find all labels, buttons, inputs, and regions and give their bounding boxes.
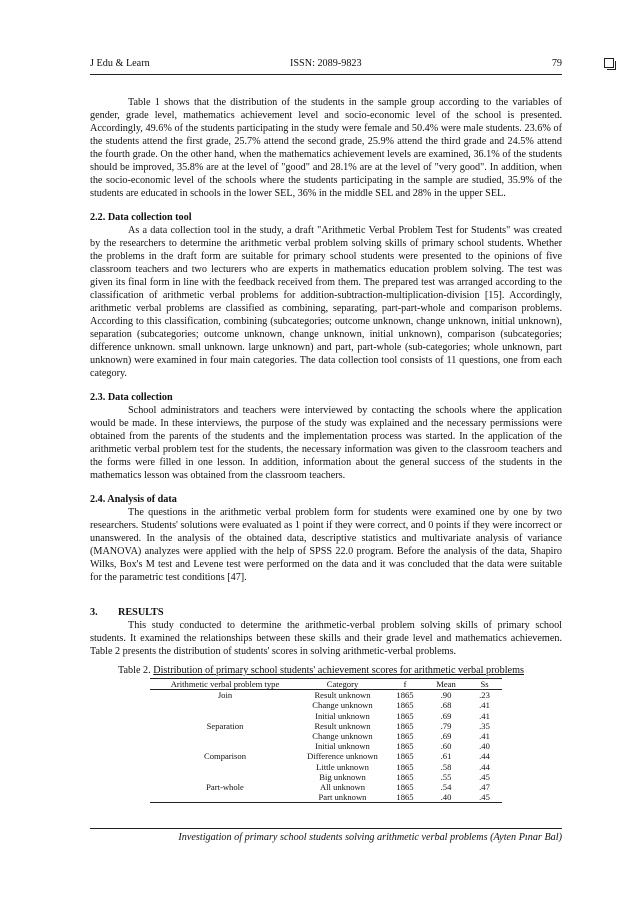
table-cell: Part-whole	[206, 782, 244, 793]
table-cell: 1865	[396, 731, 414, 742]
table-cell: .41	[479, 700, 490, 711]
table-cell: Change unknown	[312, 700, 373, 711]
table-cell: .41	[479, 710, 490, 721]
section-heading: 2.4. Analysis of data	[90, 494, 177, 505]
table-cell: Result unknown	[314, 720, 371, 731]
table-cell: Initial unknown	[315, 710, 370, 721]
table-cell: .79	[440, 720, 452, 731]
issn: ISSN: 2089-9823	[290, 58, 362, 69]
table-cell: .60	[440, 741, 452, 752]
table-cell: .90	[440, 690, 452, 701]
table-cell: .58	[440, 761, 452, 772]
table-cell: 1865	[396, 720, 414, 731]
paragraph: The questions in the arithmetic verbal problem form for students were examined one by one by two researchers. Students' solutions were evaluated as 1 point if they were correct, and 0 points if they were incorrect or unanswered. In the analysis of the obtained data, descriptive statistics and multivariate analysis of variance (MANOVA) analyzes were applied with the help of SPSS 22.0 program. Before the analysis of the data, Shapiro Wilks, Box's M test and Levene test were performed on the data and it was concluded that the data were suitable for the parametric test conditions [47].	[90, 507, 562, 583]
table-cell: 1865	[396, 751, 414, 762]
table-cell: 1865	[396, 741, 414, 752]
section-heading	[90, 606, 562, 619]
table-cell: .44	[479, 751, 490, 762]
col-header: Arithmetic verbal problem type	[150, 679, 300, 690]
table-cell: 1865	[385, 792, 425, 803]
table-cell: .23	[479, 690, 490, 701]
table-row	[150, 792, 502, 803]
paragraph: As a data collection tool in the study, a draft "Arithmetic Verbal Problem Test for Students" was created by the researchers to determine the arithmetic verbal problem solving skills of primary school students. Whether the problems in the draft form are suitable for primary school students were presented to the opinions of five classroom teachers and two lecturers who are experts in mathematics education problem solving. The test was given its final form in line with the feedback received from them. The prepared test was arranged according to the classification of arithmetic verbal problems for addition-subtraction-multiplication-division [15]. Accordingly, arithmetic verbal problems are classified as combining, separating, part-part-whole and comparison problems. According to this classification, combining (subcategories; outcome unknown, change unknown, initial unknown), separation (subcategories; outcome unknown, change unknown, initial unknown), comparison (subcategories; difference unknown. small unknown. large unknown) and part, part-whole (sub-categories; whole unknown, part unknown) were examined in four main categories. The data collection tool consists of 11 questions, one from each category.	[90, 225, 562, 379]
section-2-4	[90, 493, 562, 584]
results-table	[150, 678, 502, 803]
table-cell: .61	[440, 751, 452, 762]
section-2-3	[90, 391, 562, 482]
table-cell: Comparison	[203, 751, 246, 762]
table-label: Table 2.	[118, 665, 154, 676]
table-header-row	[150, 679, 502, 690]
table-cell: .40	[425, 792, 467, 803]
page-header	[90, 56, 562, 75]
table-cell: 1865	[396, 761, 414, 772]
table-cell: .47	[479, 782, 490, 793]
table-caption	[118, 665, 524, 676]
table-cell: .45	[467, 792, 502, 803]
square-icon	[604, 58, 614, 68]
section-3	[90, 606, 562, 658]
table-cell	[150, 762, 300, 772]
table-cell: .44	[479, 761, 490, 772]
table-cell: Result unknown	[314, 690, 371, 701]
page-number: 79	[551, 58, 562, 69]
table-cell: Initial unknown	[315, 741, 370, 752]
table-cell: .54	[440, 782, 452, 793]
table-cell: 1865	[396, 710, 414, 721]
table-body	[150, 690, 502, 803]
table-cell: .45	[479, 771, 490, 782]
table-cell: 1865	[396, 782, 414, 793]
table-row	[150, 731, 502, 741]
section-heading: 2.2. Data collection tool	[90, 212, 192, 223]
col-header: Ss	[467, 679, 502, 690]
col-header: f	[385, 679, 425, 690]
table-cell: 1865	[396, 690, 414, 701]
table-cell	[150, 772, 300, 782]
table-cell	[150, 700, 300, 710]
table-row	[150, 772, 502, 782]
table-cell: .40	[479, 741, 490, 752]
table-cell: Difference unknown	[307, 751, 378, 762]
table-cell: All unknown	[319, 782, 366, 793]
table-cell: .55	[440, 771, 452, 782]
section-title: RESULTS	[118, 607, 164, 618]
table-cell: .68	[440, 700, 452, 711]
table-cell: .35	[479, 720, 490, 731]
table-cell: .69	[440, 731, 452, 742]
section-heading: 2.3. Data collection	[90, 392, 173, 403]
table-cell: Little unknown	[316, 761, 369, 772]
table-cell	[150, 792, 300, 803]
table-cell: .41	[479, 731, 490, 742]
page-footer: Investigation of primary school students solving arithmetic verbal problems (Ayten Pınar Bal)	[90, 828, 562, 843]
table-row	[150, 782, 502, 792]
table-cell: 1865	[396, 771, 414, 782]
paragraph: School administrators and teachers were interviewed by contacting the schools where the application would be made. In these interviews, the purpose of the study was explained and the necessary permissions were obtained from the parents of the students and the implementation process was started. In the application of the arithmetic verbal problem test for the students, the necessary information was given to the classroom teachers and the forms were filled in one lesson. In addition, information about the general success of the students in the mathematics lesson was obtained from the classroom teachers.	[90, 405, 562, 481]
table-cell: 1865	[396, 700, 414, 711]
table-title: Distribution of primary school students' achievement scores for arithmetic verbal problems	[153, 665, 524, 676]
table-row	[150, 700, 502, 710]
col-header: Mean	[425, 679, 467, 690]
table-cell: Separation	[206, 720, 244, 731]
table-row	[150, 762, 502, 772]
table-cell: Change unknown	[312, 731, 373, 742]
section-number: 3.	[90, 607, 98, 618]
table-cell	[150, 711, 300, 721]
section-2-2	[90, 211, 562, 380]
table-cell	[150, 741, 300, 751]
table-cell: Join	[217, 690, 233, 701]
journal-name: J Edu & Learn	[90, 58, 150, 69]
body-text	[90, 96, 562, 658]
table-row	[150, 741, 502, 751]
table-row	[150, 751, 502, 761]
table-cell	[150, 731, 300, 741]
table-cell: Big unknown	[319, 771, 366, 782]
paragraph: This study conducted to determine the arithmetic-verbal problem solving skills of primary school students. It examined the relationships between these skills and their grade level and mathematics achievemen. Table 2 presents the distribution of students' scores in solving arithmetic-verbal problems.	[90, 620, 562, 657]
col-header: Category	[300, 679, 385, 690]
table-cell: Part unknown	[300, 792, 385, 803]
paragraph-table1-summary: Table 1 shows that the distribution of the students in the sample group according to the variables of gender, grade level, mathematics achievement level and socio-economic level of the school is presented. Accordingly, 49.6% of the students participating in the study were female and 50.4% were male students. 23.6% of the students attend the first grade, 25.7% attend the second grade, 25.9% attend the third grade and 24.5% attend the fourth grade. On the other hand, when the mathematics achievement levels are examined, 36.1% of the students should be improved, 35.8% are at the level of "good" and 28.1% are at the level of "very good". In addition, when the socio-economic level of the schools where the students participating in the sample are studied, 35.9% of the students are educated in schools in the lower SEL, 36% in the middle SEL and 28% in the upper SEL.	[90, 97, 562, 199]
table-row	[150, 690, 502, 701]
table-row	[150, 711, 502, 721]
table-cell: .69	[440, 710, 452, 721]
table-row	[150, 721, 502, 731]
